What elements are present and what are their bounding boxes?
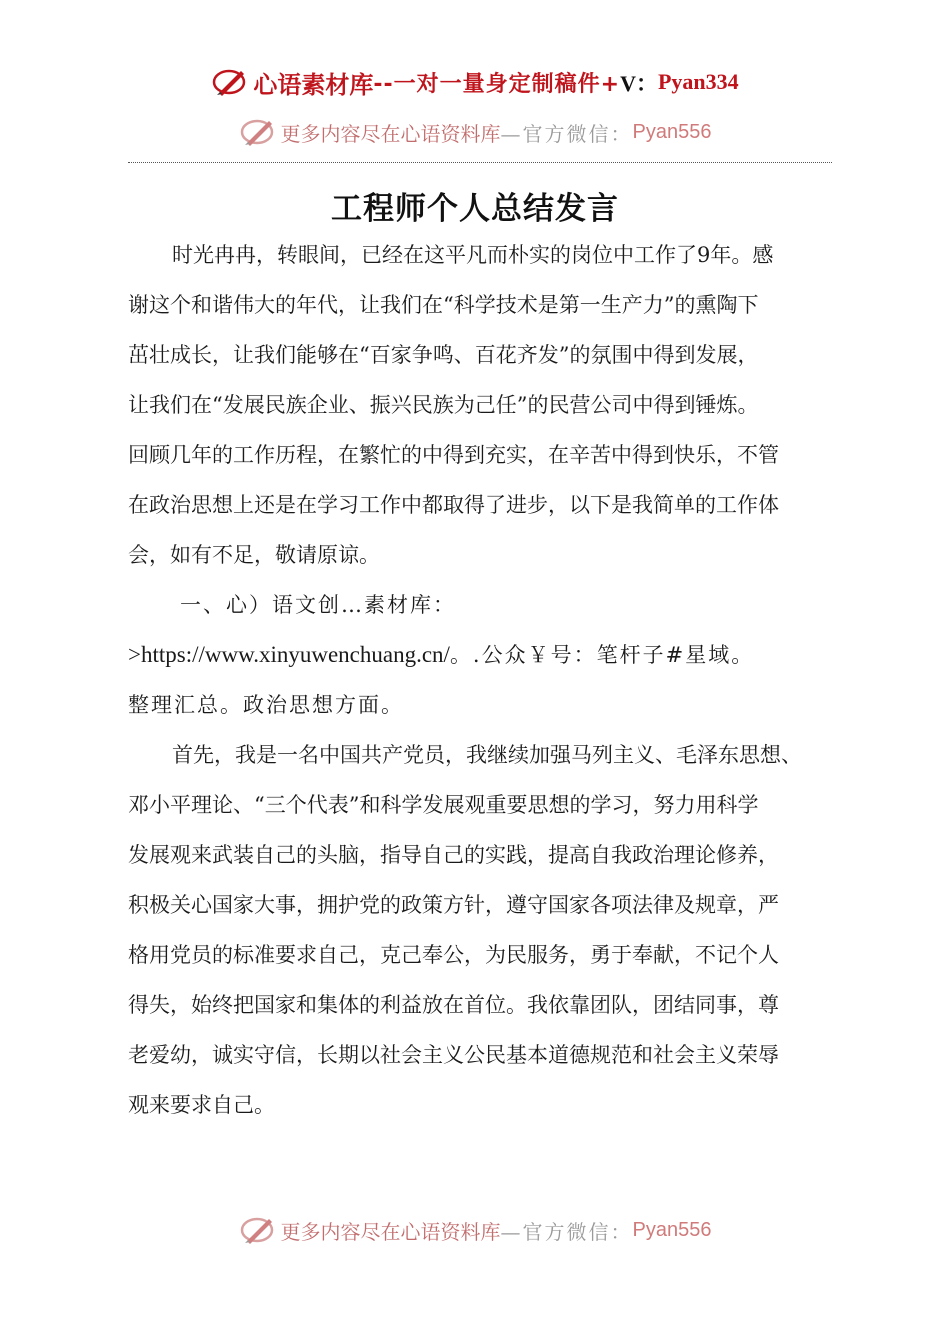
source-url: >https://www.xinyuwenchuang.cn/ [128,642,450,667]
pen-logo-icon [239,1213,279,1247]
paragraph-line: 得失，始终把国家和集体的利益放在首位。我依靠团队，团结同事，尊 [128,993,779,1017]
header-watermark [0,112,950,152]
paragraph-line: 格用党员的标准要求自己，克己奉公，为民服务，勇于奉献，不记个人 [128,943,779,967]
paragraph-line: 回顾几年的工作历程，在繁忙的中得到充实，在辛苦中得到快乐，不管 [128,443,779,467]
header-brand-line [0,62,950,102]
header-divider [128,162,832,163]
paragraph-line: 谢这个和谐伟大的年代，让我们在“科学技术是第一生产力”的熏陶下 [128,293,759,317]
paragraph-line: 观来要求自己。 [128,1093,275,1117]
watermark-id: Pyan556 [632,1218,712,1241]
watermark-sub: —官方微信： [500,121,633,146]
paragraph-line: 在政治思想上还是在学习工作中都取得了进步，以下是我简单的工作体 [128,493,779,517]
contact-label: V： [620,70,658,96]
document-body [128,230,832,1130]
contact-id: Pyan334 [657,69,739,94]
watermark-text: 更多内容尽在心语资料库 [280,121,501,146]
paragraph-line: 老爱幼，诚实守信，长期以社会主义公民基本道德规范和社会主义荣辱 [128,1043,779,1067]
url-line [128,630,832,680]
pen-logo-icon [211,65,251,99]
watermark-id: Pyan556 [632,120,712,143]
watermark-sub: —官方微信： [500,1219,633,1244]
paragraph-line: 首先，我是一名中国共产党员，我继续加强马列主义、毛泽东思想、 [172,743,802,767]
brand-slogan: --一对一量身定制稿件+ [373,71,621,97]
watermark-text: 更多内容尽在心语资料库 [280,1219,501,1244]
paragraph-line: 积极关心国家大事，拥护党的政策方针，遵守国家各项法律及规章，严 [128,893,779,917]
paragraph-line: 邓小平理论、“三个代表”和科学发展观重要思想的学习，努力用科学 [128,793,759,817]
document-title: 工程师个人总结发言 [331,191,619,227]
paragraph-line: 会，如有不足，敬请原谅。 [128,543,380,567]
paragraph-line: 茁壮成长，让我们能够在“百家争鸣、百花齐发”的氛围中得到发展， [128,343,759,367]
section-subheading: 整理汇总。政治思想方面。 [128,693,404,717]
paragraph-line: 发展观来武装自己的头脑，指导自己的实践，提高自我政治理论修养， [128,843,779,867]
brand-name: 心语素材库 [253,69,374,99]
pen-logo-icon [239,115,279,149]
footer-watermark [0,1210,950,1250]
section-heading: 一、心）语文创…素材库： [180,593,456,617]
public-account-text: 。.公众￥号：笔杆子#星域。 [449,643,755,667]
paragraph-line: 让我们在“发展民族企业、振兴民族为己任”的民营公司中得到锤炼。 [128,393,759,417]
paragraph-line: 时光冉冉，转眼间，已经在这平凡而朴实的岗位中工作了9年。感 [172,243,774,267]
